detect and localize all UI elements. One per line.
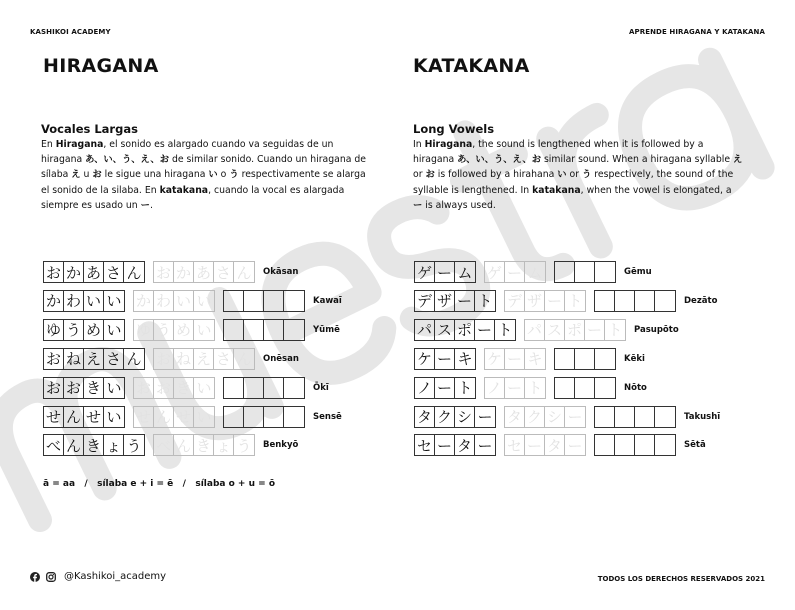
character-cell: タ xyxy=(415,407,435,427)
character-cell: う xyxy=(236,436,252,455)
practice-row xyxy=(414,406,720,428)
character-cell: せ xyxy=(84,407,104,427)
blank-practice-cells[interactable] xyxy=(594,406,676,428)
writing-cell[interactable] xyxy=(635,435,655,455)
character-cell: ク xyxy=(525,407,545,427)
tracing-characters xyxy=(504,290,586,312)
writing-cell[interactable] xyxy=(284,291,304,311)
writing-cell[interactable] xyxy=(595,435,615,455)
word-characters xyxy=(414,261,476,283)
practice-row xyxy=(43,434,298,456)
character-cell: ス xyxy=(435,320,455,340)
tracing-characters xyxy=(153,348,255,370)
character-cell: せ xyxy=(44,407,64,427)
writing-cell[interactable] xyxy=(595,262,615,282)
character-cell: わ xyxy=(64,291,84,311)
character-cell: さ xyxy=(104,349,124,369)
tracing-characters xyxy=(133,377,215,399)
character-cell: べ xyxy=(44,435,64,455)
character-cell: わ xyxy=(154,291,174,311)
social-footer xyxy=(30,571,166,582)
word-characters xyxy=(414,434,496,456)
character-cell: ん xyxy=(236,263,252,282)
writing-cell[interactable] xyxy=(244,320,264,340)
character-cell: い xyxy=(196,292,212,311)
character-cell: き xyxy=(84,378,104,398)
writing-cell[interactable] xyxy=(595,291,615,311)
romaji-label: Kēki xyxy=(624,353,645,364)
character-cell: セ xyxy=(415,435,435,455)
character-cell: ん xyxy=(64,407,84,427)
character-cell: せ xyxy=(174,407,194,427)
word-characters xyxy=(43,434,145,456)
hiragana-subtitle: Vocales Largas xyxy=(41,122,138,136)
character-cell: セ xyxy=(505,435,525,455)
character-cell: い xyxy=(196,408,212,426)
character-cell: ポ xyxy=(565,320,585,340)
romaji-label: Onēsan xyxy=(263,353,299,364)
character-cell: め xyxy=(174,320,194,340)
katakana-title: KATAKANA xyxy=(413,55,530,77)
character-cell: お xyxy=(134,378,154,398)
blank-practice-cells[interactable] xyxy=(554,348,616,370)
character-cell: か xyxy=(44,291,64,311)
writing-cell[interactable] xyxy=(655,407,675,427)
character-cell: ー xyxy=(585,320,605,340)
writing-cell[interactable] xyxy=(264,320,284,340)
character-cell: ト xyxy=(457,379,473,398)
character-cell: ー xyxy=(435,262,455,282)
character-cell: ね xyxy=(64,349,84,369)
romaji-label: Pasupōto xyxy=(634,324,679,335)
writing-cell[interactable] xyxy=(575,262,595,282)
character-cell: お xyxy=(44,378,64,398)
character-cell: シ xyxy=(455,407,475,427)
blank-practice-cells[interactable] xyxy=(223,377,305,399)
brand-name: KASHIKOI ACADEMY xyxy=(30,28,111,36)
tracing-characters xyxy=(133,406,215,428)
romaji-label: Ōkī xyxy=(313,382,329,393)
practice-row xyxy=(414,348,645,370)
character-cell: お xyxy=(64,378,84,398)
character-cell: ん xyxy=(64,435,84,455)
instagram-icon xyxy=(46,572,56,582)
character-cell: キ xyxy=(457,350,473,369)
social-handle: @Kashikoi_academy xyxy=(64,571,167,582)
character-cell: パ xyxy=(525,320,545,340)
tracing-characters xyxy=(484,261,546,283)
practice-row xyxy=(414,261,652,283)
character-cell: ん xyxy=(126,350,142,369)
character-cell: う xyxy=(64,320,84,340)
practice-row xyxy=(43,290,342,312)
character-cell: シ xyxy=(545,407,565,427)
katakana-subtitle: Long Vowels xyxy=(413,122,495,136)
facebook-icon xyxy=(30,572,40,582)
practice-row xyxy=(43,348,299,370)
blank-practice-cells[interactable] xyxy=(594,290,676,312)
character-cell: ょ xyxy=(104,435,124,455)
character-cell: ム xyxy=(457,263,473,282)
practice-row xyxy=(43,261,298,283)
writing-cell[interactable] xyxy=(555,262,575,282)
tracing-characters xyxy=(153,434,255,456)
writing-cell[interactable] xyxy=(615,291,635,311)
character-cell: ん xyxy=(154,407,174,427)
character-cell: ク xyxy=(435,407,455,427)
practice-row xyxy=(414,319,679,341)
book-title: APRENDE HIRAGANA Y KATAKANA xyxy=(628,28,765,36)
word-characters xyxy=(414,377,476,399)
writing-cell[interactable] xyxy=(595,407,615,427)
character-cell: ポ xyxy=(455,320,475,340)
practice-row xyxy=(414,290,717,312)
writing-cell[interactable] xyxy=(284,320,304,340)
writing-cell[interactable] xyxy=(635,407,655,427)
writing-cell[interactable] xyxy=(555,378,575,398)
character-cell: ト xyxy=(497,321,513,340)
character-cell: い xyxy=(106,379,122,398)
character-cell: キ xyxy=(527,350,543,369)
hiragana-explanation: En Hiragana, el sonido es alargado cuando va seguidas de un hiragana あ、い、う、え、お de similar sonido. Cuando un hiragana de sílaba え u お le sigue una hiragana い o う respectivamente se alarga el sonido de la silaba. En katakana, cuando la vocal es alargada siempre es usado un ー. xyxy=(41,139,367,211)
character-cell: せ xyxy=(134,407,154,427)
character-cell: お xyxy=(44,262,64,282)
character-cell: い xyxy=(84,291,104,311)
character-cell: ト xyxy=(477,292,493,311)
character-cell: ス xyxy=(545,320,565,340)
character-cell: き xyxy=(194,435,214,455)
character-cell: ょ xyxy=(214,435,234,455)
character-cell: ー xyxy=(505,262,525,282)
character-cell: い xyxy=(106,408,122,426)
tracing-characters xyxy=(484,377,546,399)
romaji-label: Takushī xyxy=(684,411,721,422)
writing-cell[interactable] xyxy=(264,291,284,311)
character-cell: タ xyxy=(505,407,525,427)
character-cell: ー xyxy=(435,435,455,455)
character-cell: ん xyxy=(126,263,142,282)
long-vowel-rule: ā = aa / sílaba e + i = ē / sílaba o + u = ō xyxy=(43,479,275,489)
character-cell: え xyxy=(84,349,104,369)
character-cell: ゲ xyxy=(415,262,435,282)
character-cell: ー xyxy=(567,408,583,426)
romaji-label: Okāsan xyxy=(263,267,299,277)
writing-cell[interactable] xyxy=(224,378,244,398)
character-cell: か xyxy=(134,291,154,311)
character-cell: デ xyxy=(505,291,525,311)
tracing-characters xyxy=(153,261,255,283)
character-cell: え xyxy=(194,349,214,369)
character-cell: お xyxy=(154,378,174,398)
character-cell: き xyxy=(84,435,104,455)
character-cell: ね xyxy=(174,349,194,369)
character-cell: ー xyxy=(505,378,525,398)
romaji-label: Gēmu xyxy=(624,267,652,277)
character-cell: う xyxy=(126,436,142,455)
character-cell: ん xyxy=(174,435,194,455)
word-characters xyxy=(43,290,125,312)
word-characters xyxy=(414,406,496,428)
tracing-characters xyxy=(133,290,215,312)
romaji-label: Nōto xyxy=(624,382,647,393)
writing-cell[interactable] xyxy=(244,291,264,311)
character-cell: ゆ xyxy=(44,320,64,340)
writing-cell[interactable] xyxy=(555,349,575,369)
writing-cell[interactable] xyxy=(615,435,635,455)
character-cell: デ xyxy=(415,291,435,311)
romaji-label: Dezāto xyxy=(684,295,718,306)
tracing-characters xyxy=(484,348,546,370)
character-cell: ゆ xyxy=(134,320,154,340)
character-cell: ノ xyxy=(485,378,505,398)
tracing-characters xyxy=(524,319,626,341)
blank-practice-cells[interactable] xyxy=(554,377,616,399)
character-cell: き xyxy=(174,378,194,398)
character-cell: ト xyxy=(567,292,583,311)
character-cell: い xyxy=(196,379,212,398)
character-cell: お xyxy=(154,262,174,282)
character-cell: パ xyxy=(415,320,435,340)
writing-cell[interactable] xyxy=(655,291,675,311)
practice-row xyxy=(43,406,342,428)
tracing-characters xyxy=(504,406,586,428)
blank-practice-cells[interactable] xyxy=(554,261,616,283)
character-cell: ザ xyxy=(525,291,545,311)
writing-cell[interactable] xyxy=(655,435,675,455)
character-cell: い xyxy=(196,321,212,340)
writing-cell[interactable] xyxy=(595,378,615,398)
romaji-label: Sētā xyxy=(684,440,706,451)
writing-cell[interactable] xyxy=(615,407,635,427)
word-characters xyxy=(43,377,125,399)
character-cell: ん xyxy=(236,350,252,369)
writing-cell[interactable] xyxy=(224,320,244,340)
writing-cell[interactable] xyxy=(575,349,595,369)
romaji-label: Benkyō xyxy=(263,440,299,451)
character-cell: さ xyxy=(214,349,234,369)
katakana-explanation: In Hiragana, the sound is lengthened when it is followed by a hiragana あ、い、う、え、お similar sound. When a hiragana syllable え or お is followed by a hirahana い or う respectively, the sound of the syllable is lengthened. In katakana, when the vowel is elongated, a ー is always used. xyxy=(413,139,743,211)
character-cell: ト xyxy=(607,321,623,340)
character-cell: い xyxy=(174,291,194,311)
character-cell: い xyxy=(106,321,122,340)
writing-cell[interactable] xyxy=(595,349,615,369)
character-cell: め xyxy=(84,320,104,340)
word-characters xyxy=(43,261,145,283)
character-cell: ー xyxy=(475,320,495,340)
romaji-label: Sensē xyxy=(313,411,342,422)
writing-cell[interactable] xyxy=(284,378,304,398)
writing-cell[interactable] xyxy=(224,407,244,427)
writing-cell[interactable] xyxy=(244,407,264,427)
blank-practice-cells[interactable] xyxy=(223,290,305,312)
character-cell: ケ xyxy=(415,349,435,369)
character-cell: ゲ xyxy=(485,262,505,282)
character-cell: べ xyxy=(154,435,174,455)
writing-cell[interactable] xyxy=(224,291,244,311)
character-cell: ー xyxy=(567,436,583,455)
character-cell: ー xyxy=(455,291,475,311)
word-characters xyxy=(43,348,145,370)
writing-cell[interactable] xyxy=(244,378,264,398)
character-cell: ー xyxy=(477,408,493,426)
practice-row xyxy=(414,377,647,399)
character-cell: タ xyxy=(545,435,565,455)
character-cell: ー xyxy=(477,436,493,455)
blank-practice-cells[interactable] xyxy=(223,319,305,341)
character-cell: か xyxy=(174,262,194,282)
character-cell: お xyxy=(154,349,174,369)
character-cell: ー xyxy=(435,378,455,398)
character-cell: タ xyxy=(455,435,475,455)
character-cell: ー xyxy=(545,291,565,311)
copyright: TODOS LOS DERECHOS RESERVADOS 2021 xyxy=(597,575,765,583)
character-cell: ケ xyxy=(485,349,505,369)
character-cell: ム xyxy=(527,263,543,282)
romaji-label: Kawaī xyxy=(313,295,342,306)
character-cell: ー xyxy=(525,435,545,455)
character-cell: ノ xyxy=(415,378,435,398)
word-characters xyxy=(414,319,516,341)
character-cell: ー xyxy=(505,349,525,369)
character-cell: あ xyxy=(194,262,214,282)
writing-cell[interactable] xyxy=(635,291,655,311)
character-cell: い xyxy=(106,292,122,311)
practice-row xyxy=(414,434,706,456)
word-characters xyxy=(43,406,125,428)
character-cell: お xyxy=(44,349,64,369)
character-cell: う xyxy=(154,320,174,340)
blank-practice-cells[interactable] xyxy=(223,406,305,428)
character-cell: あ xyxy=(84,262,104,282)
character-cell: ト xyxy=(527,379,543,398)
character-cell: か xyxy=(64,262,84,282)
writing-cell[interactable] xyxy=(284,407,304,427)
writing-cell[interactable] xyxy=(264,378,284,398)
character-cell: ー xyxy=(435,349,455,369)
word-characters xyxy=(414,290,496,312)
character-cell: さ xyxy=(104,262,124,282)
word-characters xyxy=(414,348,476,370)
hiragana-title: HIRAGANA xyxy=(43,55,159,77)
practice-row xyxy=(43,377,329,399)
character-cell: ザ xyxy=(435,291,455,311)
character-cell: さ xyxy=(214,262,234,282)
practice-row xyxy=(43,319,340,341)
blank-practice-cells[interactable] xyxy=(594,434,676,456)
word-characters xyxy=(43,319,125,341)
tracing-characters xyxy=(504,434,586,456)
writing-cell[interactable] xyxy=(575,378,595,398)
writing-cell[interactable] xyxy=(264,407,284,427)
romaji-label: Yūmē xyxy=(313,324,340,335)
tracing-characters xyxy=(133,319,215,341)
